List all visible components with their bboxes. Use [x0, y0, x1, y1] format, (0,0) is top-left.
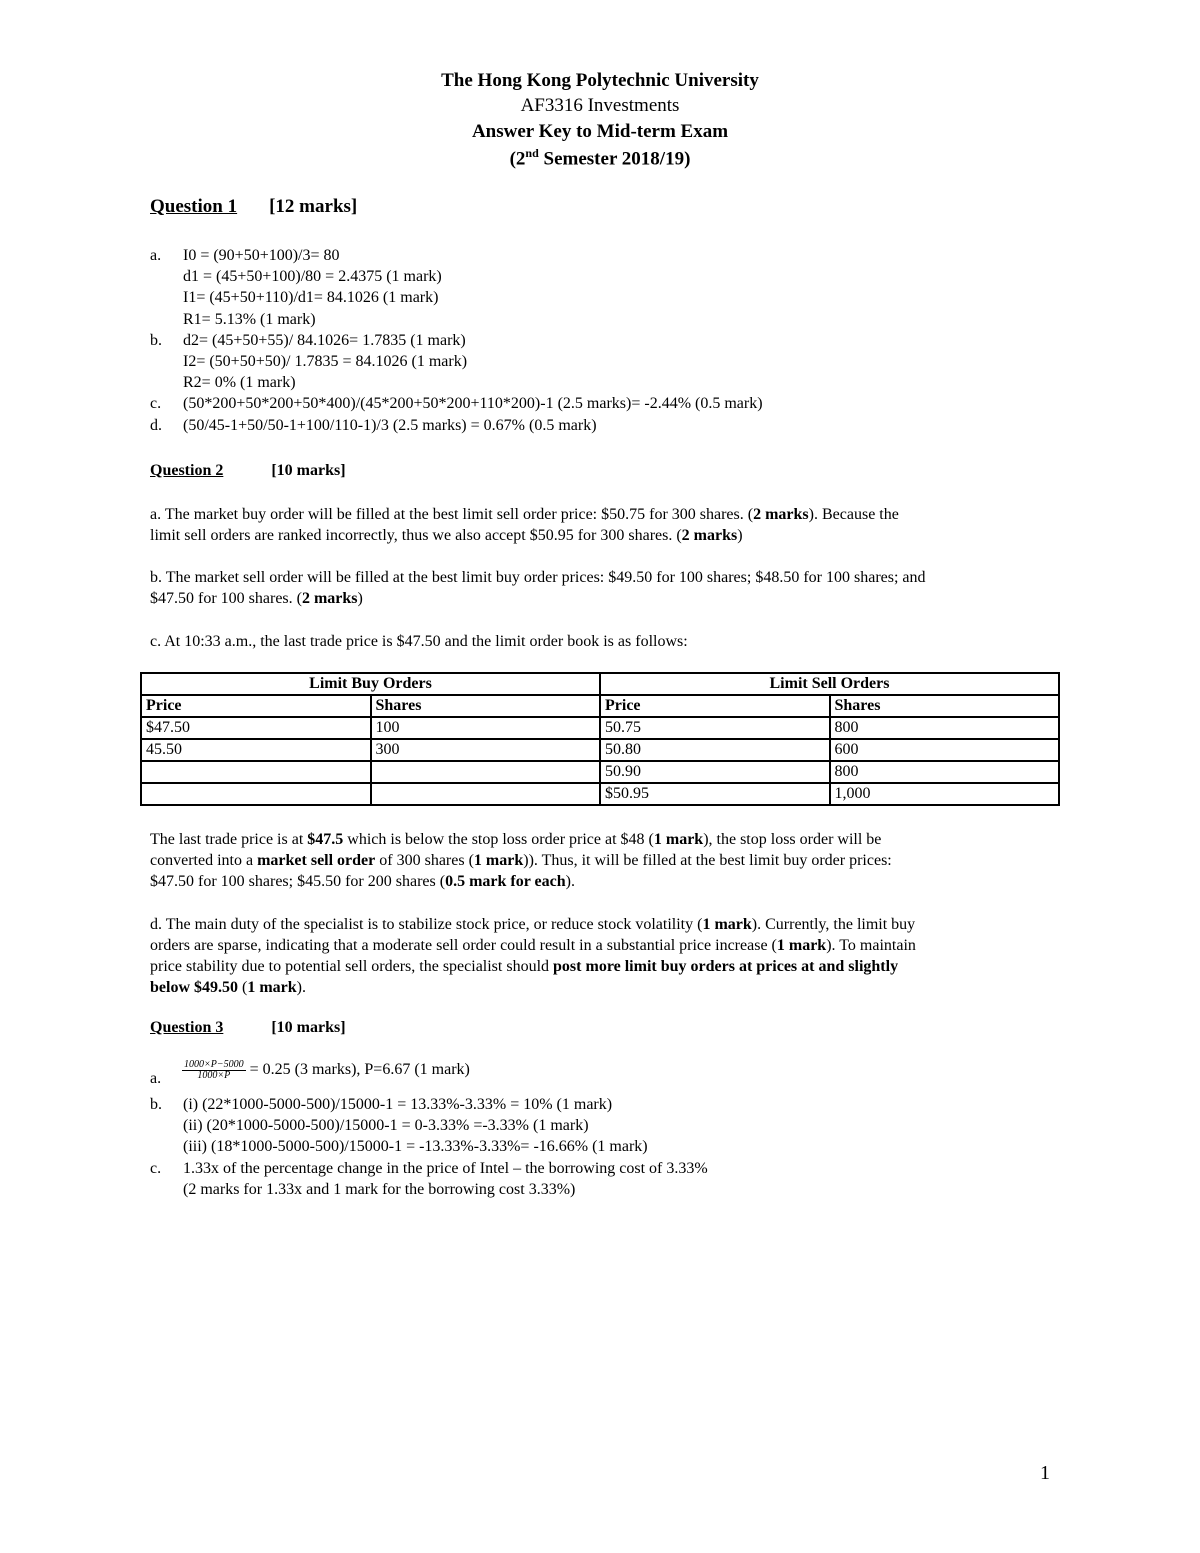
q3-b-answer-marker: b. — [150, 1096, 162, 1113]
q3-c-answer-line: 1.33x of the percentage change in the price of Intel – the borrowing cost of 3.33% — [183, 1160, 708, 1177]
table-cell: 50.75 — [600, 717, 830, 739]
question-2-heading: Question 2 [10 marks] — [150, 462, 346, 479]
table-cell — [141, 783, 371, 805]
table-cell: 50.90 — [600, 761, 830, 783]
table-cell: 1,000 — [830, 783, 1060, 805]
q1-answer-line: (50*200+50*200+50*400)/(45*200+50*200+110*200)-1 (2.5 marks)= -2.44% (0.5 mark) — [183, 395, 763, 413]
semester-line: (2nd Semester 2018/19) — [509, 146, 691, 170]
buy-price-header: Price — [141, 695, 371, 717]
question-3-heading: Question 3 [10 marks] — [150, 1019, 346, 1036]
q2-a-line-2: limit sell orders are ranked incorrectly, thus we also accept $50.95 for 300 shares. (2 marks) — [150, 527, 743, 544]
q2-d-line-1: d. The main duty of the specialist is to stabilize stock price, or reduce stock volatility (1 mark). Currently, the limit buy — [150, 916, 916, 933]
q1-answer-line: R2= 0% (1 mark) — [183, 374, 296, 392]
table-cell: 50.80 — [600, 739, 830, 761]
q1-answer-marker: a. — [150, 247, 162, 264]
table-group-header-row — [141, 673, 1059, 695]
q1-answer-line: (50/45-1+50/50-1+100/110-1)/3 (2.5 marks) = 0.67% (0.5 mark) — [183, 416, 597, 434]
q2-a-line-1: a. The market buy order will be filled at the best limit sell order price: $50.75 for 300 shares. (2 marks). Because the — [150, 506, 899, 523]
q1-answer-line: d2= (45+50+55)/ 84.1026= 1.7835 (1 mark) — [183, 331, 466, 349]
table-cell — [371, 761, 601, 783]
q2-d-line-4: below $49.50 (1 mark). — [150, 979, 306, 996]
q2-c-line-3: $47.50 for 100 shares; $45.50 for 200 shares (0.5 mark for each). — [150, 873, 575, 890]
q2-b-line-2: $47.50 for 100 shares. (2 marks) — [150, 590, 363, 607]
table-cell — [141, 761, 371, 783]
q1-answer-line: I2= (50+50+50)/ 1.7835 = 84.1026 (1 mark) — [183, 353, 468, 370]
course-name: AF3316 Investments — [520, 95, 680, 116]
table-row — [141, 761, 1059, 783]
q3-a-equation: $\frac{1000\times P-5000}{1000\times P}$ = 0.25 (3 marks), P=6.67 (1 mark) — [184, 1059, 470, 1081]
limit-buy-orders-header: Limit Buy Orders — [141, 673, 600, 695]
q3-c-answer-marker: c. — [150, 1160, 162, 1177]
q2-c-intro: c. At 10:33 a.m., the last trade price is $47.50 and the limit order book is as follows: — [150, 633, 688, 650]
sell-price-header: Price — [600, 695, 830, 717]
q2-c-line-2: converted into a market sell order of 300 shares (1 mark)). Thus, it will be filled at the best limit buy order prices: — [150, 852, 892, 869]
q2-c-line-1: The last trade price is at $47.5 which is below the stop loss order price at $48 (1 mark), the stop loss order will be — [150, 831, 882, 848]
q1-answer-line: R1= 5.13% (1 mark) — [183, 310, 316, 328]
table-cell: $50.95 — [600, 783, 830, 805]
document-title: Answer Key to Mid-term Exam — [471, 121, 729, 142]
q1-answer-line: d1 = (45+50+100)/80 = 2.4375 (1 mark) — [183, 268, 442, 286]
q3-b-answer-line: (ii) (20*1000-5000-500)/15000-1 = 0-3.33% =-3.33% (1 mark) — [183, 1117, 589, 1135]
limit-order-book-table — [140, 672, 1060, 806]
q1-answer-line: I1= (45+50+110)/d1= 84.1026 (1 mark) — [183, 289, 439, 307]
table-cell: 800 — [830, 717, 1060, 739]
table-cell: 600 — [830, 739, 1060, 761]
q1-answer-line: I0 = (90+50+100)/3= 80 — [183, 247, 340, 264]
table-cell — [371, 783, 601, 805]
table-cell: 800 — [830, 761, 1060, 783]
q1-answer-marker: c. — [150, 395, 162, 413]
q3-b-answer-line: (i) (22*1000-5000-500)/15000-1 = 13.33%-3.33% = 10% (1 mark) — [183, 1096, 613, 1113]
q1-answer-marker: b. — [150, 331, 162, 349]
table-cell: 300 — [371, 739, 601, 761]
university-name: The Hong Kong Polytechnic University — [441, 70, 759, 91]
buy-shares-header: Shares — [371, 695, 601, 717]
q3-a-marker: a. — [150, 1070, 162, 1087]
q2-d-line-3: price stability due to potential sell orders, the specialist should post more limit buy orders at prices at and slightly — [150, 958, 899, 975]
q2-b-line-1: b. The market sell order will be filled at the best limit buy order prices: $49.50 for 100 shares; $48.50 for 100 shares; and — [150, 569, 926, 586]
table-row — [141, 717, 1059, 739]
q2-d-line-2: orders are sparse, indicating that a moderate sell order could result in a substantial price increase (1 mark). To maintain — [150, 937, 916, 954]
table-cell: 45.50 — [141, 739, 371, 761]
limit-sell-orders-header: Limit Sell Orders — [600, 673, 1059, 695]
table-column-header-row — [141, 695, 1059, 717]
question-1-heading: Question 1 [12 marks] — [150, 196, 358, 217]
q1-answer-marker: d. — [150, 416, 162, 434]
table-cell: $47.50 — [141, 717, 371, 739]
q3-a-fraction: $\frac{1000\times P-5000}{1000\times P}$ — [184, 1059, 244, 1081]
table-row — [141, 783, 1059, 805]
page-number: 1 — [1040, 1462, 1050, 1484]
table-cell: 100 — [371, 717, 601, 739]
q3-c-answer-line: (2 marks for 1.33x and 1 mark for the borrowing cost 3.33%) — [183, 1181, 576, 1199]
sell-shares-header: Shares — [830, 695, 1060, 717]
q3-b-answer-line: (iii) (18*1000-5000-500)/15000-1 = -13.33%-3.33%= -16.66% (1 mark) — [183, 1138, 648, 1156]
table-row — [141, 739, 1059, 761]
